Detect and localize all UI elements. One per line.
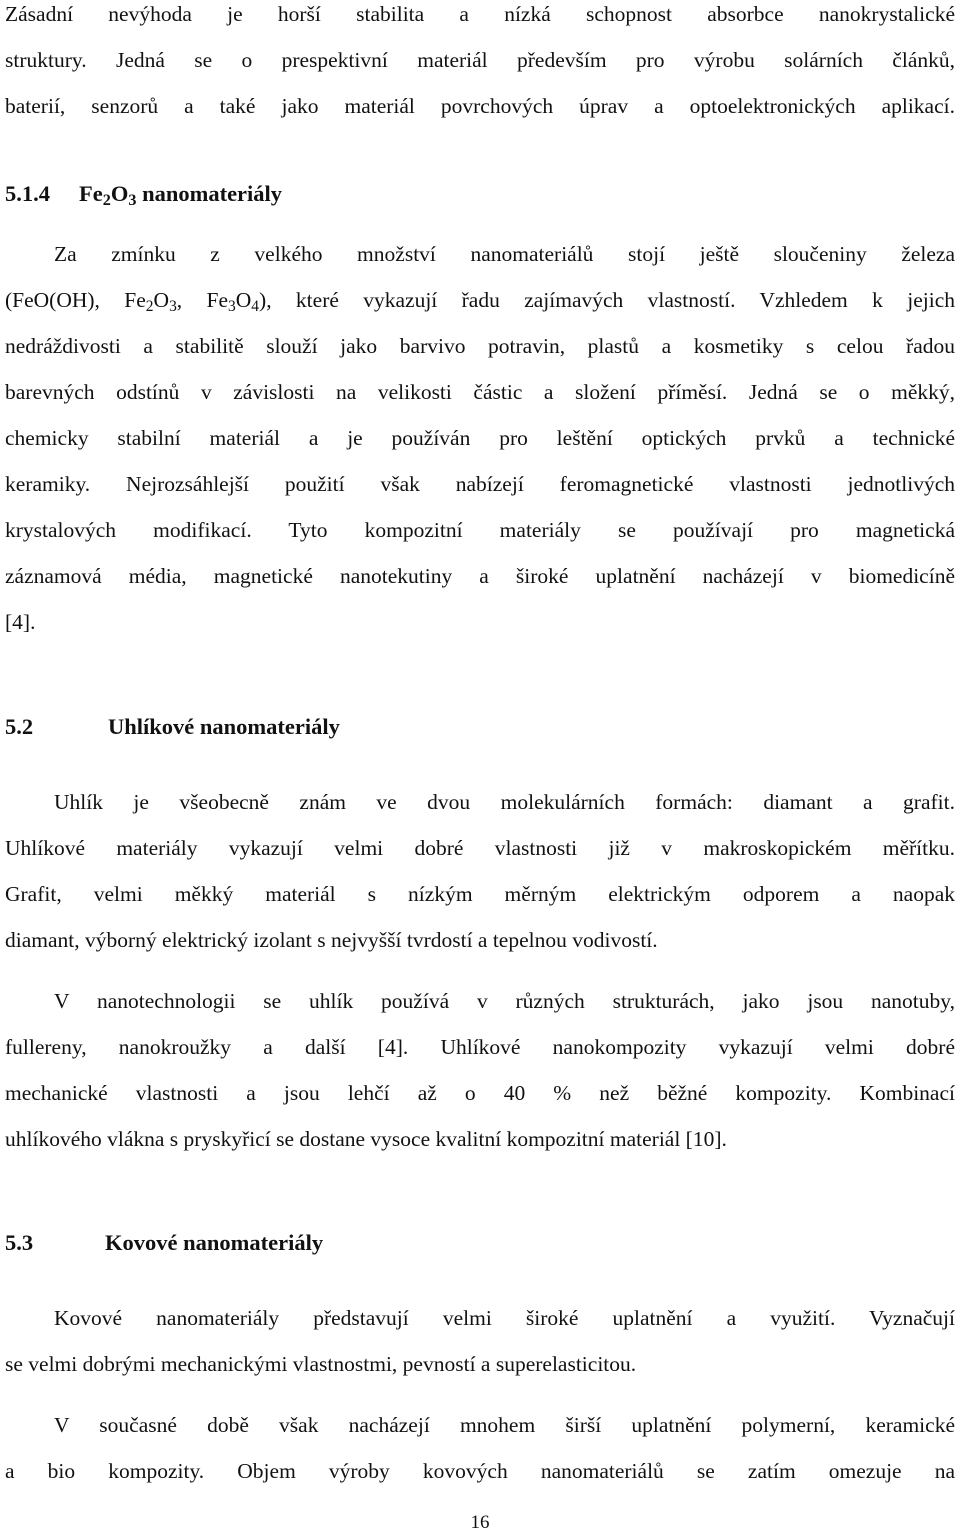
text-line: uhlíkového vlákna s pryskyřicí se dostane vysoce kvalitní kompozitní materiál [10]. (5, 1127, 727, 1151)
section-title: Uhlíkové nanomateriály (108, 714, 340, 739)
text-line: krystalových modifikací. Tyto kompozitní materiály se používají pro magnetická (5, 518, 955, 542)
text-line: struktury. Jedná se o prespektivní materiál především pro výrobu solárních článků, (5, 48, 955, 72)
section-title: $Fe_2O_3$ nanomateriály (79, 181, 283, 210)
text-line: V nanotechnologii se uhlík používá v různých strukturách, jako jsou nanotuby, (54, 989, 955, 1013)
text-line: barevných odstínů v závislosti na velikosti částic a složení příměsí. Jedná se o měkký, (5, 380, 955, 404)
text-line: a bio kompozity. Objem výroby kovových nanomateriálů se zatím omezuje na (5, 1459, 955, 1483)
text-line: baterií, senzorů a také jako materiál povrchových úprav a optoelektronických aplikací. (5, 94, 955, 118)
text-line: mechanické vlastnosti a jsou lehčí až o 40 % než běžné kompozity. Kombinací (5, 1081, 955, 1105)
text-line: Zásadní nevýhoda je horší stabilita a nízká schopnost absorbce nanokrystalické (5, 2, 955, 26)
text-line: se velmi dobrými mechanickými vlastnostmi, pevností a superelasticitou. (5, 1352, 637, 1376)
text-line: Grafit, velmi měkký materiál s nízkým měrným elektrickým odporem a naopak (5, 882, 955, 906)
section-number: 5.1.4 (5, 181, 50, 206)
text-line: Kovové nanomateriály představují velmi široké uplatnění a využití. Vyznačují (54, 1306, 955, 1330)
text-line: záznamová média, magnetické nanotekutiny a široké uplatnění nacházejí v biomedicíně (5, 564, 955, 588)
text-line: V současné době však nacházejí mnohem širší uplatnění polymerní, keramické (54, 1413, 955, 1437)
text-line: fullereny, nanokroužky a další [4]. Uhlíkové nanokompozity vykazují velmi dobré (5, 1035, 955, 1059)
section-title: Kovové nanomateriály (105, 1230, 324, 1255)
text-line: nedráždivosti a stabilitě slouží jako barvivo potravin, plastů a kosmetiky s celou řadou (5, 334, 955, 358)
section-number: 5.3 (5, 1230, 34, 1255)
text-line-with-formulas: (FeO(OH), $Fe_2O_3$, $Fe_3O_4$), které vykazují řadu zajímavých vlastností. Vzhledem k jejich (5, 288, 955, 315)
text-line: Za zmínku z velkého množství nanomateriálů stojí ještě sloučeniny železa (54, 242, 955, 266)
section-heading-5-1-4 (5, 180, 282, 208)
text-line: [4]. (5, 610, 36, 634)
text-line: chemicky stabilní materiál a je používán pro leštění optických prvků a technické (5, 426, 955, 450)
text-line: Uhlíkové materiály vykazují velmi dobré vlastnosti již v makroskopickém měřítku. (5, 836, 955, 860)
section-heading-5-2 (5, 713, 340, 741)
text-line: diamant, výborný elektrický izolant s nejvyšší tvrdostí a tepelnou vodivostí. (5, 928, 658, 952)
text-line: Uhlík je všeobecně znám ve dvou molekulárních formách: diamant a grafit. (54, 790, 955, 814)
page-number: 16 (470, 1512, 490, 1533)
section-heading-5-3 (5, 1229, 323, 1257)
text-line: keramiky. Nejrozsáhlejší použití však nabízejí feromagnetické vlastnosti jednotlivých (5, 472, 955, 496)
section-number: 5.2 (5, 714, 34, 739)
